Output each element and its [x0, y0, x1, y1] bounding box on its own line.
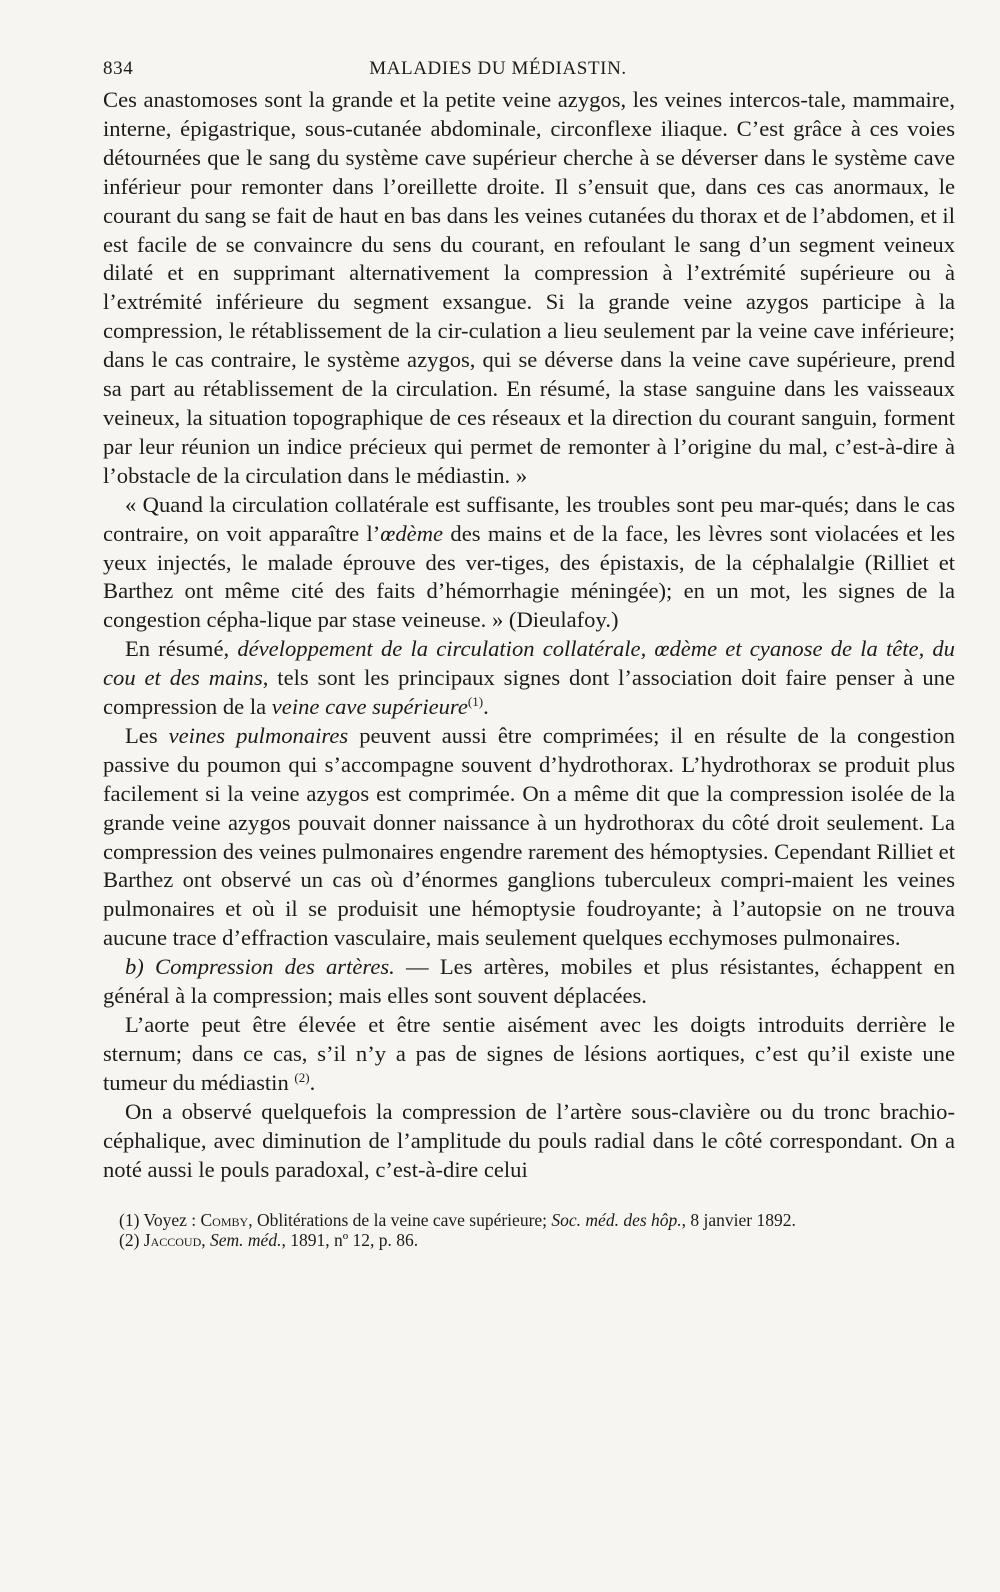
paragraph-dieulafoy-quote	[103, 491, 955, 636]
text-span: , 1891, nº 12, p. 86.	[281, 1230, 419, 1251]
page-number: 834	[103, 58, 134, 79]
italic-term: développement de la circulation collatérale, œdème et cyanose de la tête, du cou et des mains	[103, 636, 955, 691]
paragraph-aorta	[103, 1011, 955, 1098]
paragraph-pulmonary-veins	[103, 722, 955, 953]
text-span: , Oblitérations de la veine cave supérieure;	[248, 1210, 552, 1231]
text-span: peuvent aussi être comprimées; il en résulte de la congestion passive du poumon qui s’accompagne souvent d’hydrothorax. L’hydrothorax se produit plus facilement si la veine azygos est comprimée. On a même dit que la compression isolée de la grande veine azygos pouvait donner naissance à un hydrothorax du côté droit seulement. La compression des veines pulmonaires engendre rarement des hémoptysies. Cependant Rilliet et Barthez ont observé un cas où d’énormes ganglions tuberculeux compri-maient les veines pulmonaires et où il se produisit une hémoptysie foudroyante; à l’autopsie on ne trouva aucune trace d’effraction vasculaire, mais seulement quelques ecchymoses pulmonaires.	[103, 722, 955, 951]
text-span: Voyez :	[139, 1210, 201, 1231]
footnote-1	[103, 1210, 955, 1230]
author-name: Comby	[200, 1210, 249, 1231]
page-header	[103, 58, 948, 80]
paragraph-arteries	[103, 953, 955, 1011]
text-span: .	[483, 694, 489, 720]
footnote-ref-1: (1)	[467, 694, 484, 710]
text-span: ,	[201, 1230, 211, 1251]
paragraph-anastomoses: Ces anastomoses sont la grande et la petite veine azygos, les veines intercos-tale, mammaire, interne, épigastrique, sous-cutanée abdominale, circonflexe iliaque. C’est grâce à ces voies détournées que le sang du système cave supérieur cherche à se déverser dans le système cave inférieur pour remonter dans l’oreillette droite. Il s’ensuit que, dans ces cas anormaux, le courant du sang se fait de haut en bas dans les veines cutanées du thorax et de l’abdomen, et il est facile de se convaincre du sens du courant, en refoulant le sang d’un segment veineux dilaté et en supprimant alternativement la compression à l’extrémité supérieure ou à l’extrémité inférieure du segment exsangue. Si la grande veine azygos participe à la compression, le rétablissement de la cir-culation a lieu seulement par la veine cave inférieure; dans le cas contraire, le système azygos, qui se déverse dans la veine cave supérieure, prend sa part au rétablissement de la circulation. En résumé, la stase sanguine dans les vaisseaux veineux, la situation topographique de ces réseaux et la direction du courant sanguin, forment par leur réunion un indice précieux qui permet de remonter à l’origine du mal, c’est-à-dire à l’obstacle de la circulation dans le médiastin. »	[103, 87, 955, 488]
footnotes	[103, 1210, 955, 1250]
footnote-mark: (1)	[119, 1210, 140, 1231]
journal-title: Soc. méd. des hôp.	[551, 1210, 682, 1231]
text-span: — Les artères, mobiles et plus résistantes, échappent en général à la compression; mais elles sont souvent déplacées.	[103, 954, 955, 1009]
italic-term: veines pulmonaires	[168, 722, 349, 748]
paragraph-summary	[103, 635, 955, 722]
text-span: , 8 janvier 1892.	[681, 1210, 796, 1231]
body-text	[103, 86, 955, 1184]
journal-title: Sem. méd.	[210, 1230, 282, 1251]
text-span: , tels sont les principaux signes dont l’association doit faire penser à une compression de la	[103, 665, 955, 720]
italic-term: œdème	[380, 520, 444, 546]
text-span: L’aorte peut être élevée et être sentie aisément avec les doigts introduits derrière le sternum; dans ce cas, s’il n’y a pas de signes de lésions aortiques, c’est qu’il existe une tumeur du médiastin	[103, 1012, 955, 1095]
text-span: En résumé,	[125, 636, 238, 662]
text-span: .	[309, 1069, 316, 1095]
paragraph-subclavian: On a observé quelquefois la compression de l’artère sous-clavière ou du tronc brachio-céphalique, avec diminution de l’amplitude du pouls radial dans le côté correspondant. On a noté aussi le pouls paradoxal, c’est-à-dire celui	[103, 1098, 955, 1182]
text-span: Les	[125, 722, 169, 748]
running-title: MALADIES DU MÉDIASTIN.	[369, 58, 627, 79]
text-span: « Quand la circulation collatérale est suffisante, les troubles sont peu mar-qués; dans le cas contraire, on voit apparaître l’	[103, 491, 955, 546]
text-span: des mains et de la face, les lèvres sont violacées et les yeux injectés, le malade éprouve des ver-tiges, des épistaxis, de la céphalalgie (Rilliet et Barthez ont même cité des faits d’hémorrhagie méningée); en un mot, les signes de la congestion cépha-lique par stase veineuse. » (Dieulafoy.)	[103, 520, 956, 633]
footnote-2	[103, 1230, 955, 1250]
footnote-ref-2: (2)	[294, 1069, 310, 1085]
italic-term: veine cave supérieure	[271, 694, 468, 720]
author-name: Jaccoud	[143, 1230, 202, 1251]
section-heading: b) Compression des artères.	[125, 954, 395, 980]
footnote-mark: (2)	[119, 1230, 140, 1251]
